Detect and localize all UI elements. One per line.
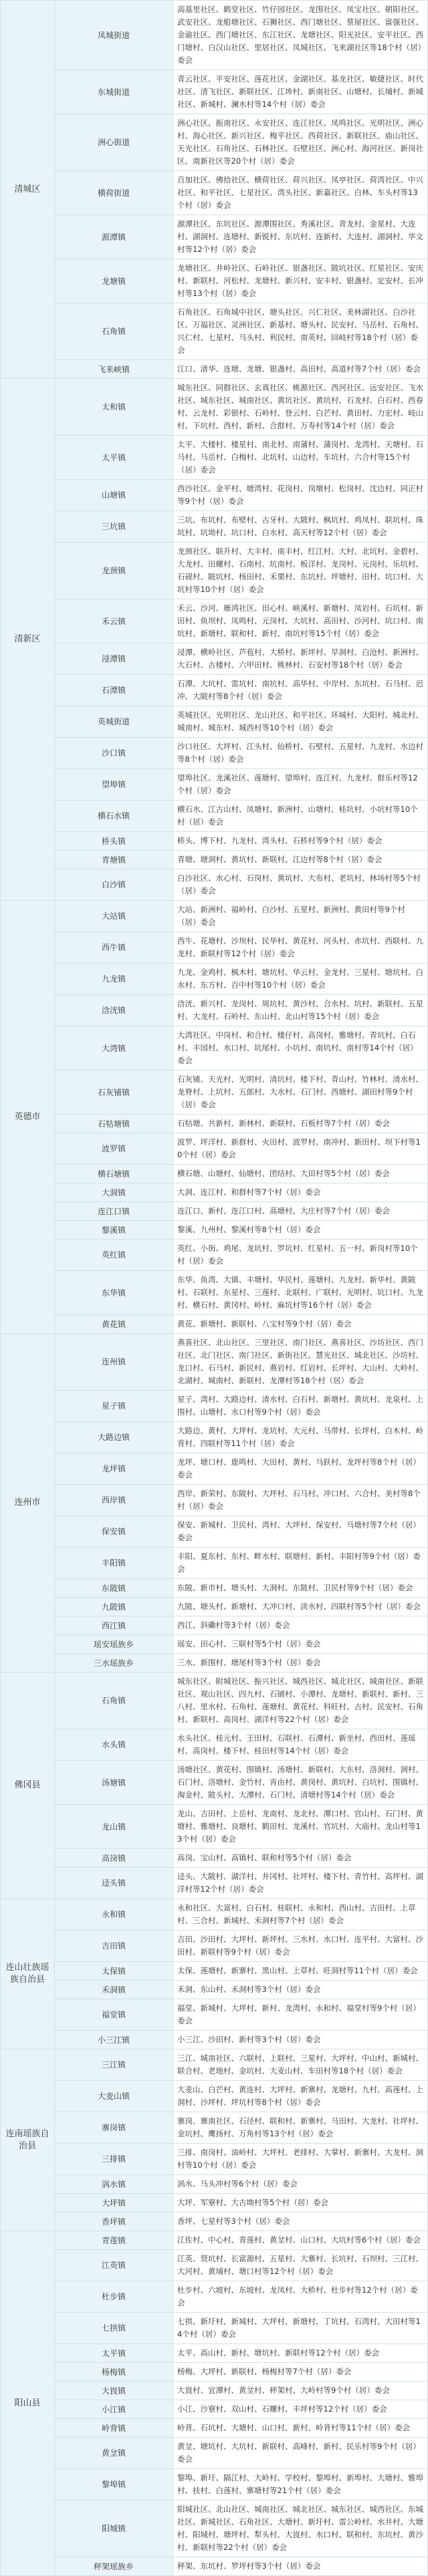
town-cell: 东城街道 xyxy=(55,70,173,114)
villages-cell: 保安、新城村、卫民村、湾村、大坪村、保安村、马塘村等7个村（居）委会 xyxy=(173,1516,428,1548)
villages-cell: 七拱、新圩村、新城村、大坪村、新塘村、丁坑村、石湾村、大田村等14个村（居）委会 xyxy=(173,2313,428,2344)
table-row xyxy=(1,2212,428,2231)
villages-cell: 秤架、东坑村、罗坪村等3个村（居）委会 xyxy=(173,2557,428,2576)
villages-cell: 西江、斜磡村等3个村（居）委会 xyxy=(173,1616,428,1635)
villages-cell: 吉田、沙田村、大坪村、新坪村、三水村、水口村、连平村、大富村、沙田村、新联村等9个村（居）委会 xyxy=(173,1930,428,1962)
town-cell: 星子镇 xyxy=(55,1391,173,1422)
table-row xyxy=(1,2469,428,2500)
villages-cell: 桥头、博下村、九龙村、湾头村、石桥村等9个村（居）委会 xyxy=(173,832,428,851)
villages-cell: 沙口社区、大坪村、江头村、仙桥村、石壁村、五星村、九龙村、水边村等8个村（居）委会 xyxy=(173,738,428,769)
table-row xyxy=(1,360,428,379)
table-row xyxy=(1,932,428,964)
town-cell: 吉田镇 xyxy=(55,1930,173,1962)
table-row xyxy=(1,964,428,995)
table-row xyxy=(1,1930,428,1962)
town-cell: 保安镇 xyxy=(55,1516,173,1548)
table-row xyxy=(1,2231,428,2250)
town-cell: 寨岗镇 xyxy=(55,2112,173,2144)
table-row xyxy=(1,2250,428,2281)
table-row xyxy=(1,2112,428,2144)
table-row xyxy=(1,1616,428,1635)
town-cell: 石灰铺镇 xyxy=(55,1070,173,1115)
table-row xyxy=(1,801,428,832)
town-cell: 山塘镇 xyxy=(55,480,173,511)
town-cell: 香坪镇 xyxy=(55,2212,173,2231)
villages-cell: 黄花、新塘村、新联村、八宝村等9个村（居）委会 xyxy=(173,1315,428,1334)
villages-cell: 百加社区、佛拾社区、横荷社区、荷兴社区、凤亭社区、荷湾社区、中兴社区、和平社区、七星社区、湾头社区、新嘉社区、白林、车头村等13个村（居）委会 xyxy=(173,171,428,215)
table-row xyxy=(1,543,428,599)
town-cell: 高岗镇 xyxy=(55,1849,173,1868)
villages-cell: 禾洞、东山村、禾洞村等3个村（居）委会 xyxy=(173,1981,428,1999)
table-row xyxy=(1,2175,428,2194)
villages-cell: 燕喜社区、北山社区、三里社区、南门社区、燕喜社区、沙坊社区、西门社区、北门社区、南门社区、新街社区、慧光社区、城北社区、沙坊村、龙口村、石马村、新民村、燕岩村、红岩村、长坪村、大山村、大岭村、北湖村、城南村、新联村、龙潭村等18个村（居）委会 xyxy=(173,1334,428,1391)
villages-cell: 杜步村、六坡村、东坡村、龙凤村、大桥村、杜步村等12个村（居）委会 xyxy=(173,2281,428,2313)
table-row xyxy=(1,1579,428,1598)
county-cell: 佛冈县 xyxy=(1,1673,55,1899)
villages-cell: 三排、南岗村、油岭村、大坪村、老排村、大掌村、新寨村、大龙村、洞村等10个村（居）委会 xyxy=(173,2144,428,2175)
table-row xyxy=(1,480,428,511)
table-row xyxy=(1,1271,428,1315)
table-row xyxy=(1,1485,428,1516)
town-cell: 连州镇 xyxy=(55,1334,173,1391)
villages-cell: 西沙社区、金平村、塘湾村、花岗村、岗墩村、松岗村、沈边村、同正村等9个村（居）委会 xyxy=(173,480,428,511)
town-cell: 连江口镇 xyxy=(55,1202,173,1221)
town-cell: 福堂镇 xyxy=(55,1999,173,2031)
table-row xyxy=(1,1635,428,1654)
town-cell: 龙颈镇 xyxy=(55,543,173,599)
villages-cell: 城东社区、附城社区、振兴社区、城西社区、城北社区、城南社区、新联社区、观山社区、四九村、石铺村、小潭村、龙塘村、新联村、新村、三八村、里水村、石角村、莲塘村、黄花村、科旺村、古村、民安村、石角村、新联村、高岗村、湖洋村等22个村（居）委会 xyxy=(173,1673,428,1729)
villages-cell: 西牛、花塘村、沙坝村、民华村、黄花村、河头村、赤坑村、西联村、九龙村、新联村等12个村（居）委会 xyxy=(173,932,428,964)
table-row xyxy=(1,1183,428,1202)
villages-cell: 石牯塘、共新村、新林村、新联村、石板村等7个村（居）委会 xyxy=(173,1115,428,1133)
table-row xyxy=(1,1391,428,1422)
town-cell: 九龙镇 xyxy=(55,964,173,995)
town-cell: 太和镇 xyxy=(55,379,173,436)
town-cell: 桥头镇 xyxy=(55,832,173,851)
villages-cell: 连江口、新村、连江口村、高塘村、大庄村等7个村（居）委会 xyxy=(173,1202,428,1221)
villages-cell: 黎溪、九州村、黎溪村等8个村（居）委会 xyxy=(173,1221,428,1240)
villages-cell: 大站、新洲村、福岭村、白沙村、五星村、新洲村、黄田村等9个村（居）委会 xyxy=(173,901,428,932)
table-row xyxy=(1,2363,428,2382)
villages-cell: 青云社区、平安社区、莲花社区、金湖社区、基龙社区、敏捷社区、时代社区、清飞社区、新联社区、江埗村、新南社区、山塘村、长埔村、新城社区、新城村、澜水村等14个村（居）委会 xyxy=(173,70,428,114)
table-row xyxy=(1,675,428,706)
villages-cell: 大崀村、宜潭村、黄坌村、秤架村、大岭村等9个村（居）委会 xyxy=(173,2382,428,2400)
villages-cell: 横石塘、山塘村、仙塘村、团结村、大田村等5个村（居）委会 xyxy=(173,1165,428,1183)
villages-cell: 江口、清华、连塘、龙塘、银盏村、高田村、高道村等7个村（居）委会 xyxy=(173,360,428,379)
table-row xyxy=(1,851,428,869)
town-cell: 禾洞镇 xyxy=(55,1981,173,1999)
villages-cell: 黄坌、塘坑村、大坑村、新联村、高峰村、新村、民乐村等9个村（居）委会 xyxy=(173,2438,428,2469)
town-cell: 东陂镇 xyxy=(55,1579,173,1598)
town-cell: 龙山镇 xyxy=(55,1805,173,1849)
villages-cell: 岭背、石坑村、大塘村、山口村、新村、岭背村等11个村（居）委会 xyxy=(173,2419,428,2438)
town-cell: 西牛镇 xyxy=(55,932,173,964)
town-cell: 英红镇 xyxy=(55,1240,173,1271)
town-cell: 七拱镇 xyxy=(55,2313,173,2344)
villages-cell: 石角社区、石角城中社区、塘头社区、兴仁社区、美林湖社区、白沙社区、万福社区、灵洲社区、新基村、塘头村、民安村、马岳村、石角村、兴仁村、七星村、马头村、利民村、南英村、回岐村等18个村（居）委会 xyxy=(173,303,428,360)
table-row xyxy=(1,1334,428,1391)
town-cell: 瑶安瑶族乡 xyxy=(55,1635,173,1654)
town-cell: 黎埠镇 xyxy=(55,2469,173,2500)
villages-cell: 石灰铺、天光村、光明村、清坑村、楼下村、青山村、竹林村、清水村、龙脊村、上坑村、五郎村、大水村、石门村、西塘村、湖田村等9个村（居）委会 xyxy=(173,1070,428,1115)
town-cell: 水头镇 xyxy=(55,1729,173,1761)
town-cell: 望埠镇 xyxy=(55,769,173,801)
town-cell: 源潭镇 xyxy=(55,215,173,259)
town-cell: 洲心街道 xyxy=(55,114,173,171)
table-row xyxy=(1,1026,428,1070)
town-cell: 三水瑶族乡 xyxy=(55,1654,173,1673)
town-cell: 杨梅镇 xyxy=(55,2363,173,2382)
villages-cell: 大坪、军寮村、大古坳村等5个村（居）委会 xyxy=(173,2194,428,2212)
villages-cell: 洲心社区、振南社区、永安社区、连江社区、凤鸣社区、光明社区、洲心村、海心社区、新兴社区、梅平社区、西荷社区、新联社区、庙山社区、天光社区、石角社区、石林社区、石壁社区、洲心村、海河社区、新岗社区、南新社区等20个村（居）委会 xyxy=(173,114,428,171)
villages-cell: 高岗、宝山村、高镇村、联和村等5个村（居）委会 xyxy=(173,1849,428,1868)
county-cell: 阳山县 xyxy=(1,2231,55,2576)
town-cell: 飞来峡镇 xyxy=(55,360,173,379)
town-cell: 九陂镇 xyxy=(55,1598,173,1616)
town-cell: 浸潭镇 xyxy=(55,643,173,675)
county-cell: 清新区 xyxy=(1,379,55,901)
town-cell: 大麦山镇 xyxy=(55,2081,173,2112)
town-cell: 石角镇 xyxy=(55,1673,173,1729)
town-cell: 大路边镇 xyxy=(55,1422,173,1453)
table-row xyxy=(1,901,428,932)
town-cell: 横荷街道 xyxy=(55,171,173,215)
table-row xyxy=(1,1070,428,1115)
villages-cell: 浸潭、横岭社区、芦苞村、大桥村、新坪村、旱洞村、白沧村、新洲村、大石村、古楼村、六甲田村、桃林村、石安村等18个村（居）委会 xyxy=(173,643,428,675)
table-row xyxy=(1,1598,428,1616)
table-row xyxy=(1,1962,428,1981)
villages-cell: 阳城社区、北山社区、城南社区、城北社区、城东社区、城西社区、东城社区、新城社区、石角社区、大塘村、新圩村、雷公岭村、水井村、大塘村、阳城村、塘坪村、犁头村、大崀村、水口村、联和村、东坑村、黄沙村、新联村等22个村（居）委会 xyxy=(173,2500,428,2557)
table-row xyxy=(1,599,428,643)
villages-cell: 横石水、江古山村、凤塘村、新洲村、山塘村、桂坑村、小坑村等10个村（居）委会 xyxy=(173,801,428,832)
table-row xyxy=(1,1899,428,1930)
table-row xyxy=(1,769,428,801)
table-row xyxy=(1,303,428,360)
town-cell: 汤塘镇 xyxy=(55,1761,173,1805)
town-cell: 太平镇 xyxy=(55,436,173,480)
table-row xyxy=(1,259,428,303)
town-cell: 黎溪镇 xyxy=(55,1221,173,1240)
town-cell: 黄花镇 xyxy=(55,1315,173,1334)
table-row xyxy=(1,114,428,171)
villages-cell: 白沙社区、水心村、石岗村、黄坑村、大布村、老坑村、林场村等5个村（居）委会 xyxy=(173,869,428,901)
table-row xyxy=(1,2144,428,2175)
town-cell: 丰阳镇 xyxy=(55,1548,173,1579)
villages-cell: 黎埠、新圩、隔江村、大岭村、学校村、黎埠村、新埠村、大塘村、雅埠村、扶村、白莲村、寨塘村等21个村（居）委会 xyxy=(173,2469,428,2500)
table-row xyxy=(1,738,428,769)
table-row xyxy=(1,1761,428,1805)
county-cell: 清城区 xyxy=(1,1,55,379)
villages-cell: 水头社区、桂元村、王田村、石联村、石潭村、新坐村、西田村、莲瑶村、高岗村、楼下村、桂田村等14个村（居）委会 xyxy=(173,1729,428,1761)
villages-cell: 大麦山、白芒村、黄连村、大坪村、新寨村、龙塘村、九村、高莲村、上洞村、沙坪村、坪坑村等8个村（居）委会 xyxy=(173,2081,428,2112)
town-cell: 太保镇 xyxy=(55,1962,173,1981)
town-cell: 三江镇 xyxy=(55,2049,173,2081)
table-row xyxy=(1,436,428,480)
table-row xyxy=(1,511,428,543)
table-row xyxy=(1,1422,428,1453)
table-row xyxy=(1,215,428,259)
table-row xyxy=(1,1849,428,1868)
town-cell: 青塘镇 xyxy=(55,851,173,869)
town-cell: 波罗镇 xyxy=(55,1133,173,1165)
town-cell: 西江镇 xyxy=(55,1616,173,1635)
town-cell: 禾云镇 xyxy=(55,599,173,643)
town-cell: 大站镇 xyxy=(55,901,173,932)
table-row xyxy=(1,2049,428,2081)
villages-cell: 禾云、沙河、雁鸿社区、田心村、峡溪村、新塘村、凤岩村、石坑村、新田村、鱼坝村、凤鸣村、元岗村、大坑村、高田村、沙河村、坑口村、南坑村、新塘村、联和村、新村、南坑村等15个村（居）委会 xyxy=(173,599,428,643)
town-cell: 大洞镇 xyxy=(55,1183,173,1202)
villages-cell: 寨岗、寨南社区、石径村、联和村、新寨村、马田村、大龙村、社坪村、金坑村、鹰扬村、万角村等13个村（居）委会 xyxy=(173,2112,428,2144)
town-cell: 太平镇 xyxy=(55,2344,173,2363)
town-cell: 石牯塘镇 xyxy=(55,1115,173,1133)
villages-cell: 汤塘社区、黄花村、围镇村、汤塘村、新联村、大东村、洛洞村、洞村、石门村、洛塘村、金竹村、宵由村、黄岗村、黄坑村、白坑村、围镇村、淘金村、陂头村、大潭村、石门村、清塘村等14个村（居）委会 xyxy=(173,1761,428,1805)
villages-cell: 太平、高山村、新村、塘坑村、新联村等12个村（居）委会 xyxy=(173,2344,428,2363)
villages-cell: 江佐村、中心村、青莲村、黄坌村、山口村、大坑村等6个村（居）委会 xyxy=(173,2231,428,2250)
town-cell: 龙塘镇 xyxy=(55,259,173,303)
town-cell: 江英镇 xyxy=(55,2250,173,2281)
town-cell: 迳头镇 xyxy=(55,1868,173,1899)
town-cell: 横石塘镇 xyxy=(55,1165,173,1183)
table-row xyxy=(1,2313,428,2344)
table-row xyxy=(1,2344,428,2363)
table-row xyxy=(1,2400,428,2419)
villages-cell: 西岸、新荣村、东陂村、大坪村、石马村、冲口村、六合村、美村等8个村（居）委会 xyxy=(173,1485,428,1516)
table-row xyxy=(1,171,428,215)
villages-cell: 太平、大楼村、楼星村、南北村、南蒲村、蒲岗村、龙湾村、天塘村、石马村、马岳村、白梅村、北坑村、山边村、车坑村、六合村等15个村（居）委会 xyxy=(173,436,428,480)
table-row xyxy=(1,1133,428,1165)
town-cell: 大湾镇 xyxy=(55,1026,173,1070)
town-cell: 青莲镇 xyxy=(55,2231,173,2250)
villages-cell: 波罗、坪洋村、新群村、火田村、波罗村、南冲村、新田村、坝下村等10个村（居）委会 xyxy=(173,1133,428,1165)
table-row xyxy=(1,1654,428,1673)
table-row xyxy=(1,2281,428,2313)
county-cell: 连山壮族瑶族自治县 xyxy=(1,1899,55,2049)
table-row xyxy=(1,1221,428,1240)
table-row xyxy=(1,1673,428,1729)
table-row xyxy=(1,379,428,436)
villages-cell: 东华、鱼湾、大镇、丰塘村、华民村、莲塘村、九龙村、新华村、黄陂村、石联村、东星村、三莲村、北联村、广联村、光明村、坑口村、九龙村、横石村、黄冈村、岭村、麻坑村等16个村（居）委会 xyxy=(173,1271,428,1315)
table-row xyxy=(1,706,428,738)
town-cell: 英城街道 xyxy=(55,706,173,738)
table-row xyxy=(1,1240,428,1271)
table-row xyxy=(1,2500,428,2557)
villages-cell: 丰阳、夏东村、东村、畔水村、联塘村、新村、丰阳村等9个村（居）委会 xyxy=(173,1548,428,1579)
town-cell: 涡水镇 xyxy=(55,2175,173,2194)
table-row xyxy=(1,2557,428,2576)
table-row xyxy=(1,1516,428,1548)
villages-cell: 三水、新围村、塘尾村等3个村（居）委会 xyxy=(173,1654,428,1673)
town-cell: 白沙镇 xyxy=(55,869,173,901)
villages-cell: 三江、城南社区、六联村、上联村、三星村、大坪村、中山村、新城村、联合村、老地村、金坑村、大麦山村、车田村等18个村（居）委会 xyxy=(173,2049,428,2081)
town-cell: 西岸镇 xyxy=(55,1485,173,1516)
villages-cell: 英城社区、光明社区、龙山社区、和平社区、环城村、大阳村、城北村、城南村、城东村、城西村等10个村（居）委会 xyxy=(173,706,428,738)
county-cell: 连州市 xyxy=(1,1334,55,1673)
table-row xyxy=(1,832,428,851)
table-row xyxy=(1,2194,428,2212)
town-cell: 岭背镇 xyxy=(55,2419,173,2438)
villages-cell: 龙坪、塘口村、鹿鸣村、大田村、黄村、马跃村、龙坪村等8个村（居）委会 xyxy=(173,1453,428,1485)
villages-cell: 龙塘社区、井岭社区、石岭社区、银盏社区、陂坑社区、红星社区、安庆村、新联村、河松村、龙塘村、新兴村、安丰村、银盏村、定安村、长冲村等13个村（居）委会 xyxy=(173,259,428,303)
villages-cell: 源潭社区、东坑社区、源潭围社区、秀溪社区、青龙村、金星村、大连村、湖洞村、连塘村、新锐村、东坑村、连新村、大连村、湖洞村、华文村等12个村（居）委会 xyxy=(173,215,428,259)
town-cell: 大崀镇 xyxy=(55,2382,173,2400)
villages-cell: 英红、小街、鸡尾、龙坑村、罗坑村、红星村、五一村、新岗村等10个村（居）委会 xyxy=(173,1240,428,1271)
town-cell: 三排镇 xyxy=(55,2144,173,2175)
table-row xyxy=(1,1165,428,1183)
table-row xyxy=(1,2419,428,2438)
town-cell: 小江镇 xyxy=(55,2400,173,2419)
table-row xyxy=(1,1453,428,1485)
table-body xyxy=(1,1,428,2576)
town-cell: 大坪镇 xyxy=(55,2194,173,2212)
town-cell: 浛洸镇 xyxy=(55,995,173,1026)
town-cell: 阳城镇 xyxy=(55,2500,173,2557)
town-cell: 石角镇 xyxy=(55,303,173,360)
villages-cell: 瑶安、田心村、三联村等5个村（居）委会 xyxy=(173,1635,428,1654)
town-cell: 横石水镇 xyxy=(55,801,173,832)
villages-cell: 涡水、马头冲村等6个村（居）委会 xyxy=(173,2175,428,2194)
villages-cell: 江英、贤坑村、长富源村、五星村、大寨村、长坑村、石坝村、三江村、大河村、黄埔村、塘口村等12个村（居）委会 xyxy=(173,2250,428,2281)
table-row xyxy=(1,2382,428,2400)
table-row xyxy=(1,2438,428,2469)
table-row xyxy=(1,1729,428,1761)
table-row xyxy=(1,1202,428,1221)
villages-cell: 三坑、布坑村、布壁村、古牙村、大陂村、枫坑村、鸡凤村、联坑村、珠坑村、坑坳村、坑口村、白水村、高天村等12个村（居）委会 xyxy=(173,511,428,543)
villages-cell: 九陂、塘头村、新塘村、大冲口村、淡水村、四联村等5个村（居）委会 xyxy=(173,1598,428,1616)
town-cell: 龙坪镇 xyxy=(55,1453,173,1485)
town-cell: 永和镇 xyxy=(55,1899,173,1930)
villages-cell: 龙颈社区、联升村、大丰村、南丰村、红江村、大村、北坑村、金碧村、大龙村、田螺村、石南村、坑南村、板洋村、龙岗村、元岗村、乐坑村、石砚村、陂坑村、杨田村、禾栗村、东坑村、坪塘村、田村、坑口村、大坑村等10个村（居）委会 xyxy=(173,543,428,599)
town-cell: 东华镇 xyxy=(55,1271,173,1315)
villages-cell: 杨梅、大坪村、新联村、杨梅村等7个村（居）委会 xyxy=(173,2363,428,2382)
table-row xyxy=(1,1981,428,1999)
county-cell: 连南瑶族自治县 xyxy=(1,2049,55,2231)
villages-cell: 永和社区、大富村、白石村、桂联村、永和村、西山村、吉田村、上草村、三合村、新城村、禾洞村等7个村（居）委会 xyxy=(173,1899,428,1930)
villages-cell: 小三江、沙田村、新村等3个村（居）委会 xyxy=(173,2031,428,2049)
villages-cell: 星子、湾村、大路边村、清水村、白石村、新塘村、黄坑村、龙泉村、上围村、山塘村、水口村等9个村（居）委会 xyxy=(173,1391,428,1422)
table-row xyxy=(1,643,428,675)
table-row xyxy=(1,869,428,901)
villages-cell: 小江、沙寮村、双山村、石螺村、丰坪村等12个村（居）委会 xyxy=(173,2400,428,2419)
villages-cell: 大路边、黄村、大坪村、龙坑村、大元村、马带村、长坪村、白木村、岭背村、四联村等11个村（居）委会 xyxy=(173,1422,428,1453)
town-cell: 小三江镇 xyxy=(55,2031,173,2049)
table-row xyxy=(1,2081,428,2112)
villages-cell: 龙山、吉田村、上岳村、龙南村、龙北村、潭口村、官山村、石门村、黄塘村、雅塘村、良塘村、鹤田村、龙溪村、官坑村、大庙村、龙山村等13个村（居）委会 xyxy=(173,1805,428,1849)
villages-cell: 九龙、金鸡村、枫木村、塘坑村、华云村、金龙村、三星村、塘坑村、白水村、东方村、百中村等10个村（居）委会 xyxy=(173,964,428,995)
table-row xyxy=(1,1315,428,1334)
town-cell: 杜步镇 xyxy=(55,2281,173,2313)
villages-cell: 望埠社区、龙溪社区、莲塘村、望埠村、连江村、九龙村、群乐村等12个村（居）委会 xyxy=(173,769,428,801)
table-row xyxy=(1,1548,428,1579)
villages-cell: 浛洸、新兴村、龙岗村、周坑村、黄沙村、合水村、坑村、新联村、五星村、大龙村、石岭村、东山村、北山村等15个村（居）委会 xyxy=(173,995,428,1026)
town-cell: 秤架瑶族乡 xyxy=(55,2557,173,2576)
villages-cell: 大洞、连江村、和群村等7个村（居）委会 xyxy=(173,1183,428,1202)
table-row xyxy=(1,2031,428,2049)
town-cell: 三坑镇 xyxy=(55,511,173,543)
villages-cell: 太保、莲塘村、新寨村、黑山村、上草村、旺洞村等11个村（居）委会 xyxy=(173,1962,428,1981)
villages-cell: 石潭、大坑村、雷坑村、南坑村、高华村、中岸村、东坑村、石马村、迟冲、大陂村等8个村（居）委会 xyxy=(173,675,428,706)
villages-cell: 迳头、大陂村、湖洋村、井冈村、社坪村、楼下村、青竹村、高坪村、湖洋村等12个村（居）委会 xyxy=(173,1868,428,1899)
table-row xyxy=(1,1,428,70)
villages-cell: 东陂、新市村、塘头村、大洞村、东陂村、卫民村等9个村（居）委会 xyxy=(173,1579,428,1598)
table-row xyxy=(1,1868,428,1899)
villages-cell: 城东社区、同群社区、玄真社区、桃源社区、西河社区、远安社区、飞水社区、城东社区、城南社区、黄坑社区、黄坑村、石龙村、白石村、西春村、云龙村、彩银村、石岭村、登云村、白芒村、黄田村、力宏村、岐山村、下坑村、西村、新村、合群村、万寿村等14个村（居）委会 xyxy=(173,379,428,436)
villages-cell: 大湾社区、中岗村、和合村、楼仔村、高岗村、雅塘村、青坑村、白石村、丰园村、水口村、坑尾村、小坑村、南坑村、南村等14个村（居）委会 xyxy=(173,1026,428,1070)
table-row xyxy=(1,1999,428,2031)
villages-cell: 福堂、新城村、大坪村、新村、龙湾村、永和村、福堂村等9个村（居）委会 xyxy=(173,1999,428,2031)
table-row xyxy=(1,70,428,114)
county-cell: 英德市 xyxy=(1,901,55,1334)
villages-cell: 高基里社区、鹤堂社区、竹仔园社区、龙围社区、凤宝社区、朝阳社区、武安社区、龙船塘社区、石狮社区、西门塘社区、蔡屋社区、富强社区、金渝社区、西门塘社区、东江社区、龙塘社区、阳光社区、安平社区、西门塘村、白汉山社区、里居社区、凤城社区、飞来湖社区等18个村（居）委会 xyxy=(173,1,428,70)
town-cell: 石潭镇 xyxy=(55,675,173,706)
town-cell: 沙口镇 xyxy=(55,738,173,769)
town-cell: 黄坌镇 xyxy=(55,2438,173,2469)
table-row xyxy=(1,1805,428,1849)
villages-cell: 青塘、塘洞村、黄坑村、新联村、江边村等8个村（居）委会 xyxy=(173,851,428,869)
table-row xyxy=(1,995,428,1026)
town-cell: 凤城街道 xyxy=(55,1,173,70)
table-row xyxy=(1,1115,428,1133)
villages-cell: 香坪、七星村等3个村（居）委会 xyxy=(173,2212,428,2231)
